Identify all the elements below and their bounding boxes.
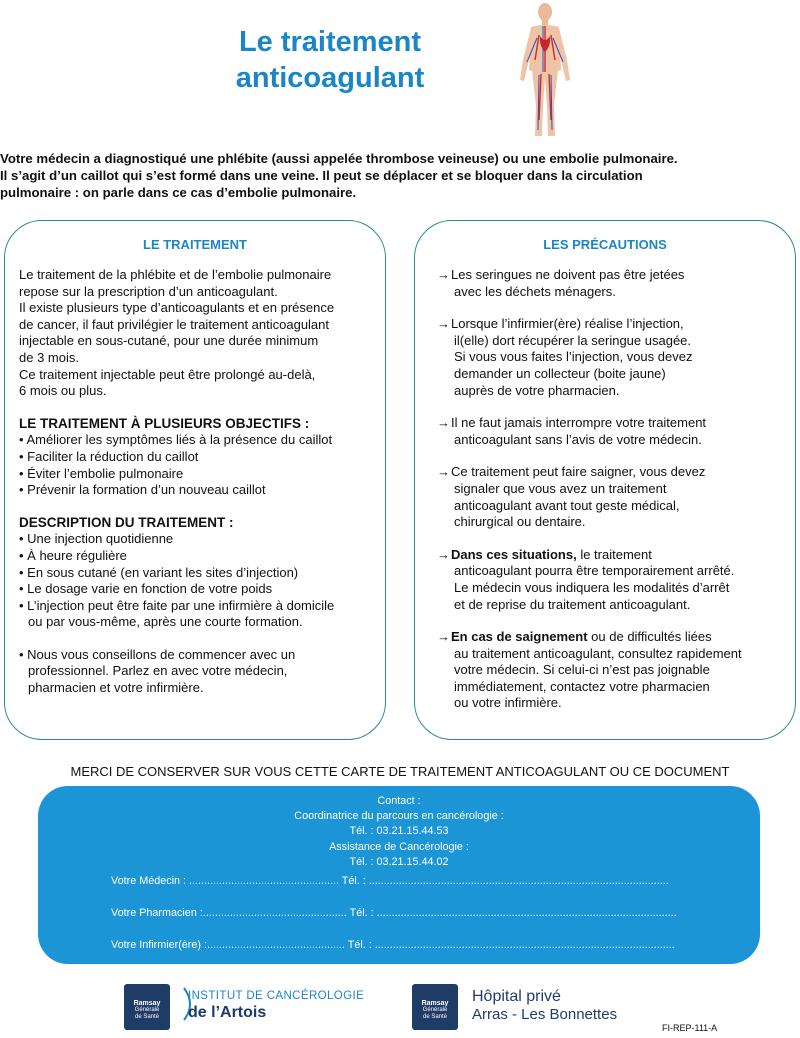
anatomy-figure-icon — [505, 0, 585, 140]
text-line: Ce traitement peut faire saigner, vous devez — [451, 464, 706, 480]
arrow-right-icon: → — [437, 546, 450, 562]
text-line: anticoagulant avant tout geste médical, — [454, 497, 680, 513]
treatment-heading: LE TRAITEMENT — [143, 237, 247, 252]
objectives-title: LE TRAITEMENT À PLUSIEURS OBJECTIFS : — [19, 415, 310, 431]
intro-line: Votre médecin a diagnostiqué une phlébite (aussi appelée thrombose veineuse) ou une embolie pulmonaire. — [0, 151, 678, 166]
text-line: et de reprise du traitement anticoagulant. — [454, 596, 691, 612]
precautions-heading: LES PRÉCAUTIONS — [543, 237, 667, 252]
text-line: immédiatement, contactez votre pharmacien — [454, 678, 710, 694]
text-bold: Dans ces situations, — [451, 546, 577, 562]
text-line: ou votre infirmière. — [454, 695, 562, 711]
text-line: de cancer, il faut privilégier le traitement anticoagulant — [19, 316, 330, 332]
advice-line: pharmacien et votre infirmière. — [28, 680, 204, 696]
contact-line: Assistance de Cancérologie : — [329, 840, 469, 853]
contact-line: Tél. : 03.21.15.44.53 — [349, 825, 449, 838]
text-line: auprès de votre pharmacien. — [454, 382, 620, 398]
institut-location: de l’Artois — [188, 1004, 267, 1021]
contact-line: Contact : — [377, 795, 421, 807]
text-line: Lorsque l’infirmier(ère) réalise l’injection, — [451, 316, 684, 332]
document-reference: FI-REP-111-A — [662, 1023, 718, 1033]
intro-line: pulmonaire : on parle dans ce cas d’embolie pulmonaire. — [0, 185, 357, 200]
text-line: votre médecin. Si celui-ci n’est pas joignable — [454, 662, 710, 678]
text-line: Ce traitement injectable peut être prolongé au-delà, — [19, 366, 316, 382]
nurse-field: Votre Infirmier(ère) :.............................................. Tél. : .................................................................................................... — [111, 939, 675, 951]
precautions-content — [437, 267, 793, 712]
hopital-logo — [412, 984, 652, 1032]
objective-item: • Améliorer les symptômes liés à la présence du caillot — [19, 432, 333, 448]
ramsay-logo-icon: Ramsay Générale de Santé — [124, 984, 170, 1030]
objective-item: • Prévenir la formation d’un nouveau caillot — [19, 482, 266, 498]
advice-line: professionnel. Parlez en avec votre médecin, — [28, 663, 288, 679]
text-line: 6 mois ou plus. — [19, 383, 107, 399]
description-item: ou par vous-même, après une courte formation. — [28, 614, 303, 630]
doctor-field: Votre Médecin : .................................................. Tél. : .................................................................................................... — [111, 875, 669, 887]
text-bold: En cas de saignement — [451, 629, 588, 645]
text-line: avec les déchets ménagers. — [454, 283, 616, 299]
intro-paragraph — [0, 150, 800, 201]
title-line-1: Le traitement — [238, 26, 422, 58]
text-line: au traitement anticoagulant, consultez rapidement — [454, 645, 742, 661]
ramsay-logo-icon: Ramsay Générale de Santé — [412, 984, 458, 1030]
advice-line: • Nous vous conseillons de commencer avec un — [19, 646, 296, 662]
text-line: demander un collecteur (boite jaune) — [454, 365, 666, 381]
description-item: • Le dosage varie en fonction de votre poids — [19, 581, 273, 597]
description-item: • En sous cutané (en variant les sites d’injection) — [19, 564, 299, 580]
text-line: Le médecin vous indiquera les modalités d’arrêt — [454, 579, 730, 595]
institut-logo — [124, 984, 374, 1032]
hopital-location: Arras - Les Bonnettes — [472, 1006, 618, 1023]
contact-info — [38, 794, 760, 870]
precautions-box — [414, 220, 796, 740]
keep-card-notice: MERCI DE CONSERVER SUR VOUS CETTE CARTE DE TRAITEMENT ANTICOAGULANT OU CE DOCUMENT — [70, 764, 730, 779]
text-line: de 3 mois. — [19, 349, 79, 365]
objective-item: • Éviter l’embolie pulmonaire — [19, 465, 184, 481]
text-line: repose sur la prescription d’un anticoagulant. — [19, 283, 278, 299]
text-line: anticoagulant pourra être temporairement arrêté. — [454, 563, 735, 579]
contact-line: Coordinatrice du parcours en cancérologie : — [294, 810, 504, 823]
description-item: • À heure régulière — [19, 547, 127, 563]
text-line: Il ne faut jamais interrompre votre traitement — [451, 415, 707, 431]
text-line: le traitement — [576, 546, 652, 562]
arrow-right-icon: → — [437, 415, 450, 431]
text-line: chirurgical ou dentaire. — [454, 514, 586, 530]
arrow-right-icon: → — [437, 316, 450, 332]
description-item: • Une injection quotidienne — [19, 531, 174, 547]
text-line: ou de difficultés liées — [587, 629, 712, 645]
hopital-name: Hôpital privé — [472, 988, 561, 1005]
text-line: il(elle) dort récupérer la seringue usagée. — [454, 332, 692, 348]
text-line: injectable en sous-cutané, pour une durée minimum — [19, 333, 319, 349]
text-line: signaler que vous avez un traitement — [454, 480, 667, 496]
arrow-right-icon: → — [437, 267, 450, 282]
treatment-content — [19, 267, 383, 697]
description-title: DESCRIPTION DU TRAITEMENT : — [19, 514, 234, 530]
description-item: • L’injection peut être faite par une infirmière à domicile — [19, 597, 335, 613]
text-line: Si vous vous faites l’injection, vous devez — [454, 349, 693, 365]
intro-line: Il s’agit d’un caillot qui s’est formé dans une veine. Il peut se déplacer et se bloquer dans la circulation — [0, 168, 643, 183]
text-line: anticoagulant sans l’avis de votre médecin. — [454, 431, 702, 447]
text-line: Il existe plusieurs type d’anticoagulants et en présence — [19, 300, 335, 316]
title-line-2: anticoagulant — [235, 62, 425, 94]
contact-line: Tél. : 03.21.15.44.02 — [349, 855, 449, 868]
objective-item: • Faciliter la réduction du caillot — [19, 448, 199, 464]
text-line: Les seringues ne doivent pas être jetées — [451, 267, 685, 282]
treatment-box — [4, 220, 386, 740]
arrow-right-icon: → — [437, 629, 450, 645]
pharmacist-field: Votre Pharmacien :................................................ Tél. : .................................................................................................... — [111, 907, 677, 919]
text-line: Le traitement de la phlébite et de l’embolie pulmonaire — [19, 267, 332, 282]
institut-name: INSTITUT DE CANCÉROLOGIE — [188, 990, 365, 1002]
page-title — [200, 24, 460, 96]
contact-card — [38, 786, 760, 964]
arrow-right-icon: → — [437, 464, 450, 480]
